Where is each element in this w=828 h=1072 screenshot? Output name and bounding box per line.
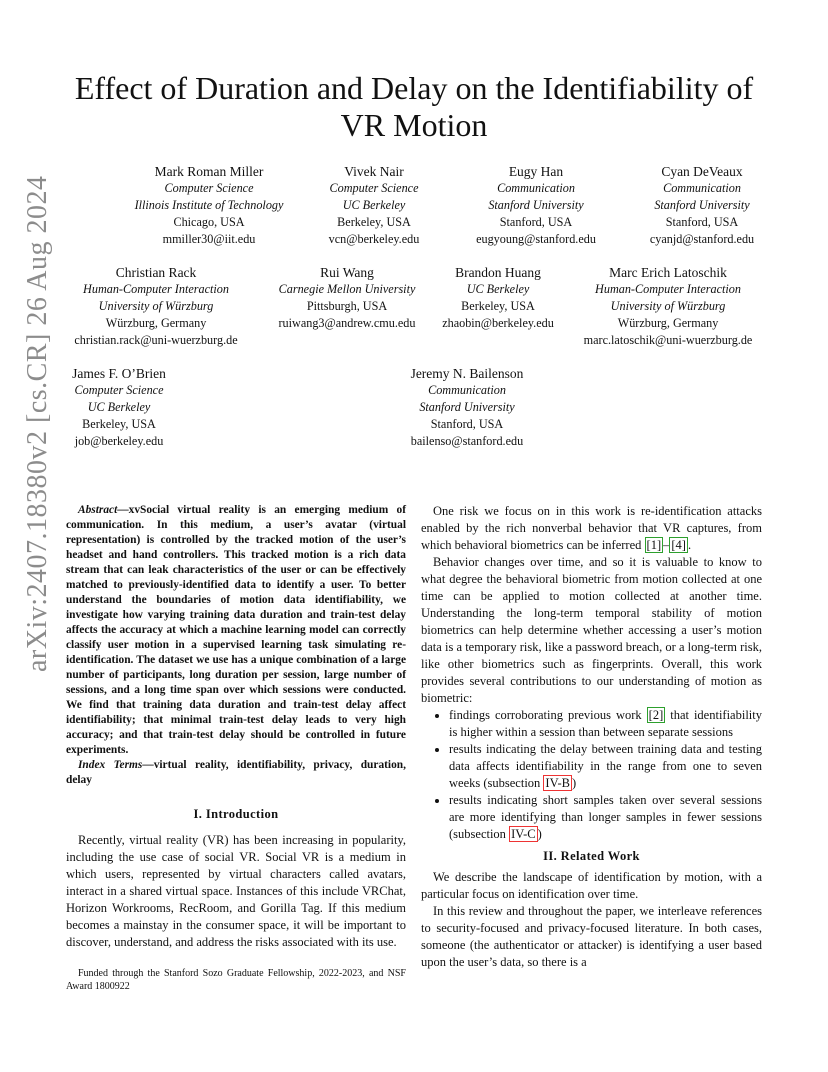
citation-link[interactable]: [4]	[671, 538, 686, 552]
section-link[interactable]: IV-B	[545, 776, 570, 790]
abstract-lead: Abstract	[78, 504, 118, 516]
author-dept: Human-Computer Interaction	[83, 282, 229, 296]
author-email: bailenso@stanford.edu	[410, 434, 524, 448]
list-item	[449, 741, 762, 792]
author-block	[461, 163, 611, 248]
author-name: James F. O’Brien	[72, 366, 166, 381]
author-email: eugyoung@stanford.edu	[476, 232, 596, 246]
author-affiliation: University of Würzburg	[98, 299, 214, 313]
list-item-text: that identifiability is higher within a session than between separate sessions	[449, 708, 762, 739]
author-email: cyanjd@stanford.edu	[649, 232, 755, 246]
author-affiliation: UC Berkeley	[466, 282, 530, 296]
author-email: vcn@berkeley.edu	[328, 232, 420, 246]
contributions-list	[421, 707, 762, 843]
citation-link[interactable]: [2]	[648, 708, 664, 722]
paragraph-text: –	[663, 538, 670, 552]
author-location: Würzburg, Germany	[617, 316, 719, 330]
author-affiliation: Stanford University	[654, 198, 750, 212]
index-terms	[66, 758, 406, 788]
author-location: Würzburg, Germany	[105, 316, 207, 330]
author-email: christian.rack@uni-wuerzburg.de	[74, 333, 238, 347]
author-dept: Computer Science	[74, 383, 164, 397]
author-block	[638, 163, 766, 248]
list-item-text: results indicating the delay between training data and testing data affects identifiability in the range from one to seven weeks (subsection	[449, 742, 762, 790]
paragraph-risk	[421, 503, 762, 554]
author-name: Cyan DeVeaux	[661, 164, 743, 179]
author-location: Stanford, USA	[499, 215, 573, 229]
author-name: Jeremy N. Bailenson	[410, 366, 524, 381]
left-column	[66, 503, 406, 993]
author-location: Stanford, USA	[665, 215, 739, 229]
list-item-text: findings corroborating previous work	[449, 708, 647, 722]
citation-link[interactable]: [1]	[646, 538, 662, 552]
paragraph-review: In this review and throughout the paper, we interleave references to security-focused and privacy-focused literature. In both cases, someone (the authenticator or attacker) is identifying a user based upon the user’s data, so there is a	[421, 904, 762, 969]
section-heading-related-work: II. Related Work	[543, 849, 640, 863]
author-name: Vivek Nair	[344, 164, 404, 179]
section-link[interactable]: IV-C	[511, 827, 536, 841]
author-affiliation: University of Würzburg	[610, 299, 726, 313]
author-dept: Communication	[428, 383, 506, 397]
author-email: marc.latoschik@uni-wuerzburg.de	[583, 333, 753, 347]
author-dept: Communication	[663, 181, 741, 195]
author-affiliation: UC Berkeley	[342, 198, 406, 212]
paragraph-behavior: Behavior changes over time, and so it is valuable to know to what degree the behavioral biometric from motion collected at one time can be applied to motion collected at another time. Understanding the long-term temporal stability of motion biometrics can help determine whether accessing a user’s motion data is a temporary risk, like a password breach, or a long-term risk, like other biometrics such as fingerprints. Overall, this work provides several contributions to our understanding of motion as biometric:	[421, 555, 762, 705]
arxiv-id-text: arXiv:2407.18380v2 [cs.CR] 26 Aug 2024	[22, 175, 53, 672]
abstract	[66, 503, 406, 758]
author-email: job@berkeley.edu	[74, 434, 164, 448]
author-block	[394, 365, 540, 450]
paper-title: Effect of Duration and Delay on the Identifiability of VR Motion	[74, 70, 754, 143]
author-block	[60, 264, 252, 349]
author-dept: Computer Science	[329, 181, 419, 195]
list-item	[449, 792, 762, 843]
list-item-text: )	[537, 827, 542, 841]
author-affiliation: Illinois Institute of Technology	[134, 198, 284, 212]
funding-footnote: Funded through the Stanford Sozo Graduate Fellowship, 2022-2023, and NSF Award 1800922	[66, 968, 406, 992]
author-name: Brandon Huang	[455, 265, 541, 280]
author-location: Pittsburgh, USA	[306, 299, 388, 313]
paragraph-landscape: We describe the landscape of identification by motion, with a particular focus on identification over time.	[421, 870, 762, 901]
author-email: ruiwang3@andrew.cmu.edu	[278, 316, 416, 330]
author-block	[262, 264, 432, 332]
author-dept: Computer Science	[164, 181, 254, 195]
list-item-text: )	[571, 776, 577, 790]
index-terms-text: —virtual reality, identifiability, privacy, duration, delay	[66, 759, 406, 786]
right-column	[421, 503, 762, 971]
author-location: Chicago, USA	[173, 215, 245, 229]
author-email: zhaobin@berkeley.edu	[442, 316, 554, 330]
author-affiliation: Stanford University	[419, 400, 515, 414]
author-block	[94, 163, 324, 248]
author-location: Berkeley, USA	[337, 215, 411, 229]
author-location: Stanford, USA	[430, 417, 504, 431]
author-affiliation: Stanford University	[488, 198, 584, 212]
abstract-text: —xvSocial virtual reality is an emerging medium of communication. In this medium, a user’s avatar (virtual representation) is controlled by the tracked motion of the user’s headset and hand controllers. This tracked motion is a rich data stream that can leak characteristics of the user or can be effectively matched to previously-identified data to identify a user. To better understand the boundaries of motion data identifiability, we investigate how varying training data duration and train-test delay affects the accuracy at which a machine learning model can correctly classify user motion in a supervised learning task simulating re-identification. The dataset we use has a unique combination of a large number of participants, long duration per session, large number of sessions, and a long time span over which sessions were conducted. We find that training data duration and train-test delay affect identifiability; that minimal train-test delay leads to very high accuracy; and that train-test delay should be controlled in future experiments.	[66, 504, 406, 756]
paragraph-text: One risk we focus on in this work is re-identification attacks enabled by the rich nonverbal behavior that VR captures, from which behavioral biometrics can be inferred	[421, 504, 762, 552]
author-name: Rui Wang	[320, 265, 374, 280]
author-block	[300, 163, 448, 248]
author-location: Berkeley, USA	[82, 417, 156, 431]
author-email: mmiller30@iit.edu	[162, 232, 256, 246]
intro-paragraph: Recently, virtual reality (VR) has been increasing in popularity, including the use case of social VR. Social VR is a medium in which users, represented by virtual characters called avatars, interact in a shared virtual space. Instances of this include VRChat, Horizon Workrooms, RecRoom, and Gorilla Tag. If this medium becomes a mainstay in the consumer space, it will be important to discover, understand, and address the risks associated with its use.	[66, 833, 406, 949]
author-name: Mark Roman Miller	[154, 164, 264, 179]
author-block	[60, 365, 178, 450]
author-dept: Communication	[497, 181, 575, 195]
list-item	[449, 707, 762, 741]
author-location: Berkeley, USA	[461, 299, 535, 313]
author-affiliation: Carnegie Mellon University	[278, 282, 416, 296]
index-terms-lead: Index Terms	[78, 759, 143, 771]
paragraph-text: .	[687, 538, 692, 552]
author-name: Eugy Han	[508, 164, 564, 179]
author-block	[428, 264, 568, 332]
author-affiliation: UC Berkeley	[87, 400, 151, 414]
author-name: Marc Erich Latoschik	[609, 265, 727, 280]
author-name: Christian Rack	[115, 265, 197, 280]
section-heading-introduction: I. Introduction	[193, 807, 279, 821]
list-item-text: results indicating short samples taken over several sessions are more identifying than longer samples in fewer sessions (subsection	[449, 793, 762, 841]
author-dept: Human-Computer Interaction	[595, 282, 741, 296]
author-block	[570, 264, 766, 349]
